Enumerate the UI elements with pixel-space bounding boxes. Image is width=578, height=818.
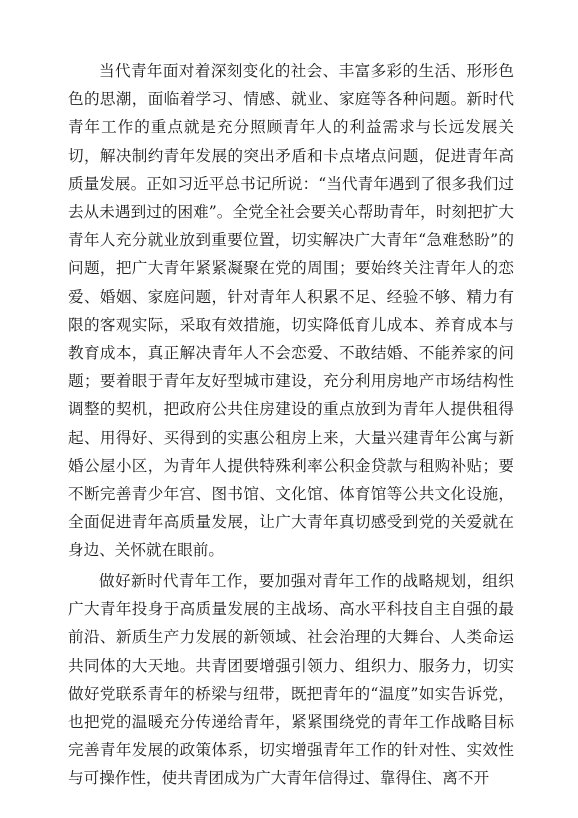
paragraph-1: 当代青年面对着深刻变化的社会、丰富多彩的生活、形形色色的思潮，面临着学习、情感、就业、家庭等各种问题。新时代青年工作的重点就是充分照顾青年人的利益需求与长远发展关切，解决制约青年发展的突出矛盾和卡点堵点问题，促进青年高质量发展。正如习近平总书记所说：“当代青年遇到了很多我们过去从未遇到过的困难”。全党全社会要关心帮助青年，时刻把扩大青年人充分就业放到重要位置，切实解决广大青年“急难愁盼”的问题，把广大青年紧紧凝聚在党的周围；要始终关注青年人的恋爱、婚姻、家庭问题，针对青年人积累不足、经验不够、精力有限的客观实际，采取有效措施，切实降低育儿成本、养育成本与教育成本，真正解决青年人不会恋爱、不敢结婚、不能养家的问题；要着眼于青年友好型城市建设，充分利用房地产市场结构性调整的契机，把政府公共住房建设的重点放到为青年人提供租得起、用得好、买得到的实惠公租房上来，大量兴建青年公寓与新婚公屋小区，为青年人提供特殊利率公积金贷款与租购补贴；要不断完善青少年宫、图书馆、文化馆、体育馆等公共文化设施，全面促进青年高质量发展，让广大青年真切感受到党的关爱就在身边、关怀就在眼前。 <box>68 62 514 560</box>
paragraph-2: 做好新时代青年工作，要加强对青年工作的战略规划，组织广大青年投身于高质量发展的主战场、高水平科技自主自强的最前沿、新质生产力发展的新领域、社会治理的大舞台、人类命运共同体的大天地。共青团要增强引领力、组织力、服务力，切实做好党联系青年的桥梁与纽带，既把青年的“温度”如实告诉党，也把党的温暖充分传递给青年，紧紧围绕党的青年工作战略目标完善青年发展的政策体系，切实增强青年工作的针对性、实效性与可操作性，使共青团成为广大青年信得过、靠得住、离不开 <box>68 572 514 788</box>
